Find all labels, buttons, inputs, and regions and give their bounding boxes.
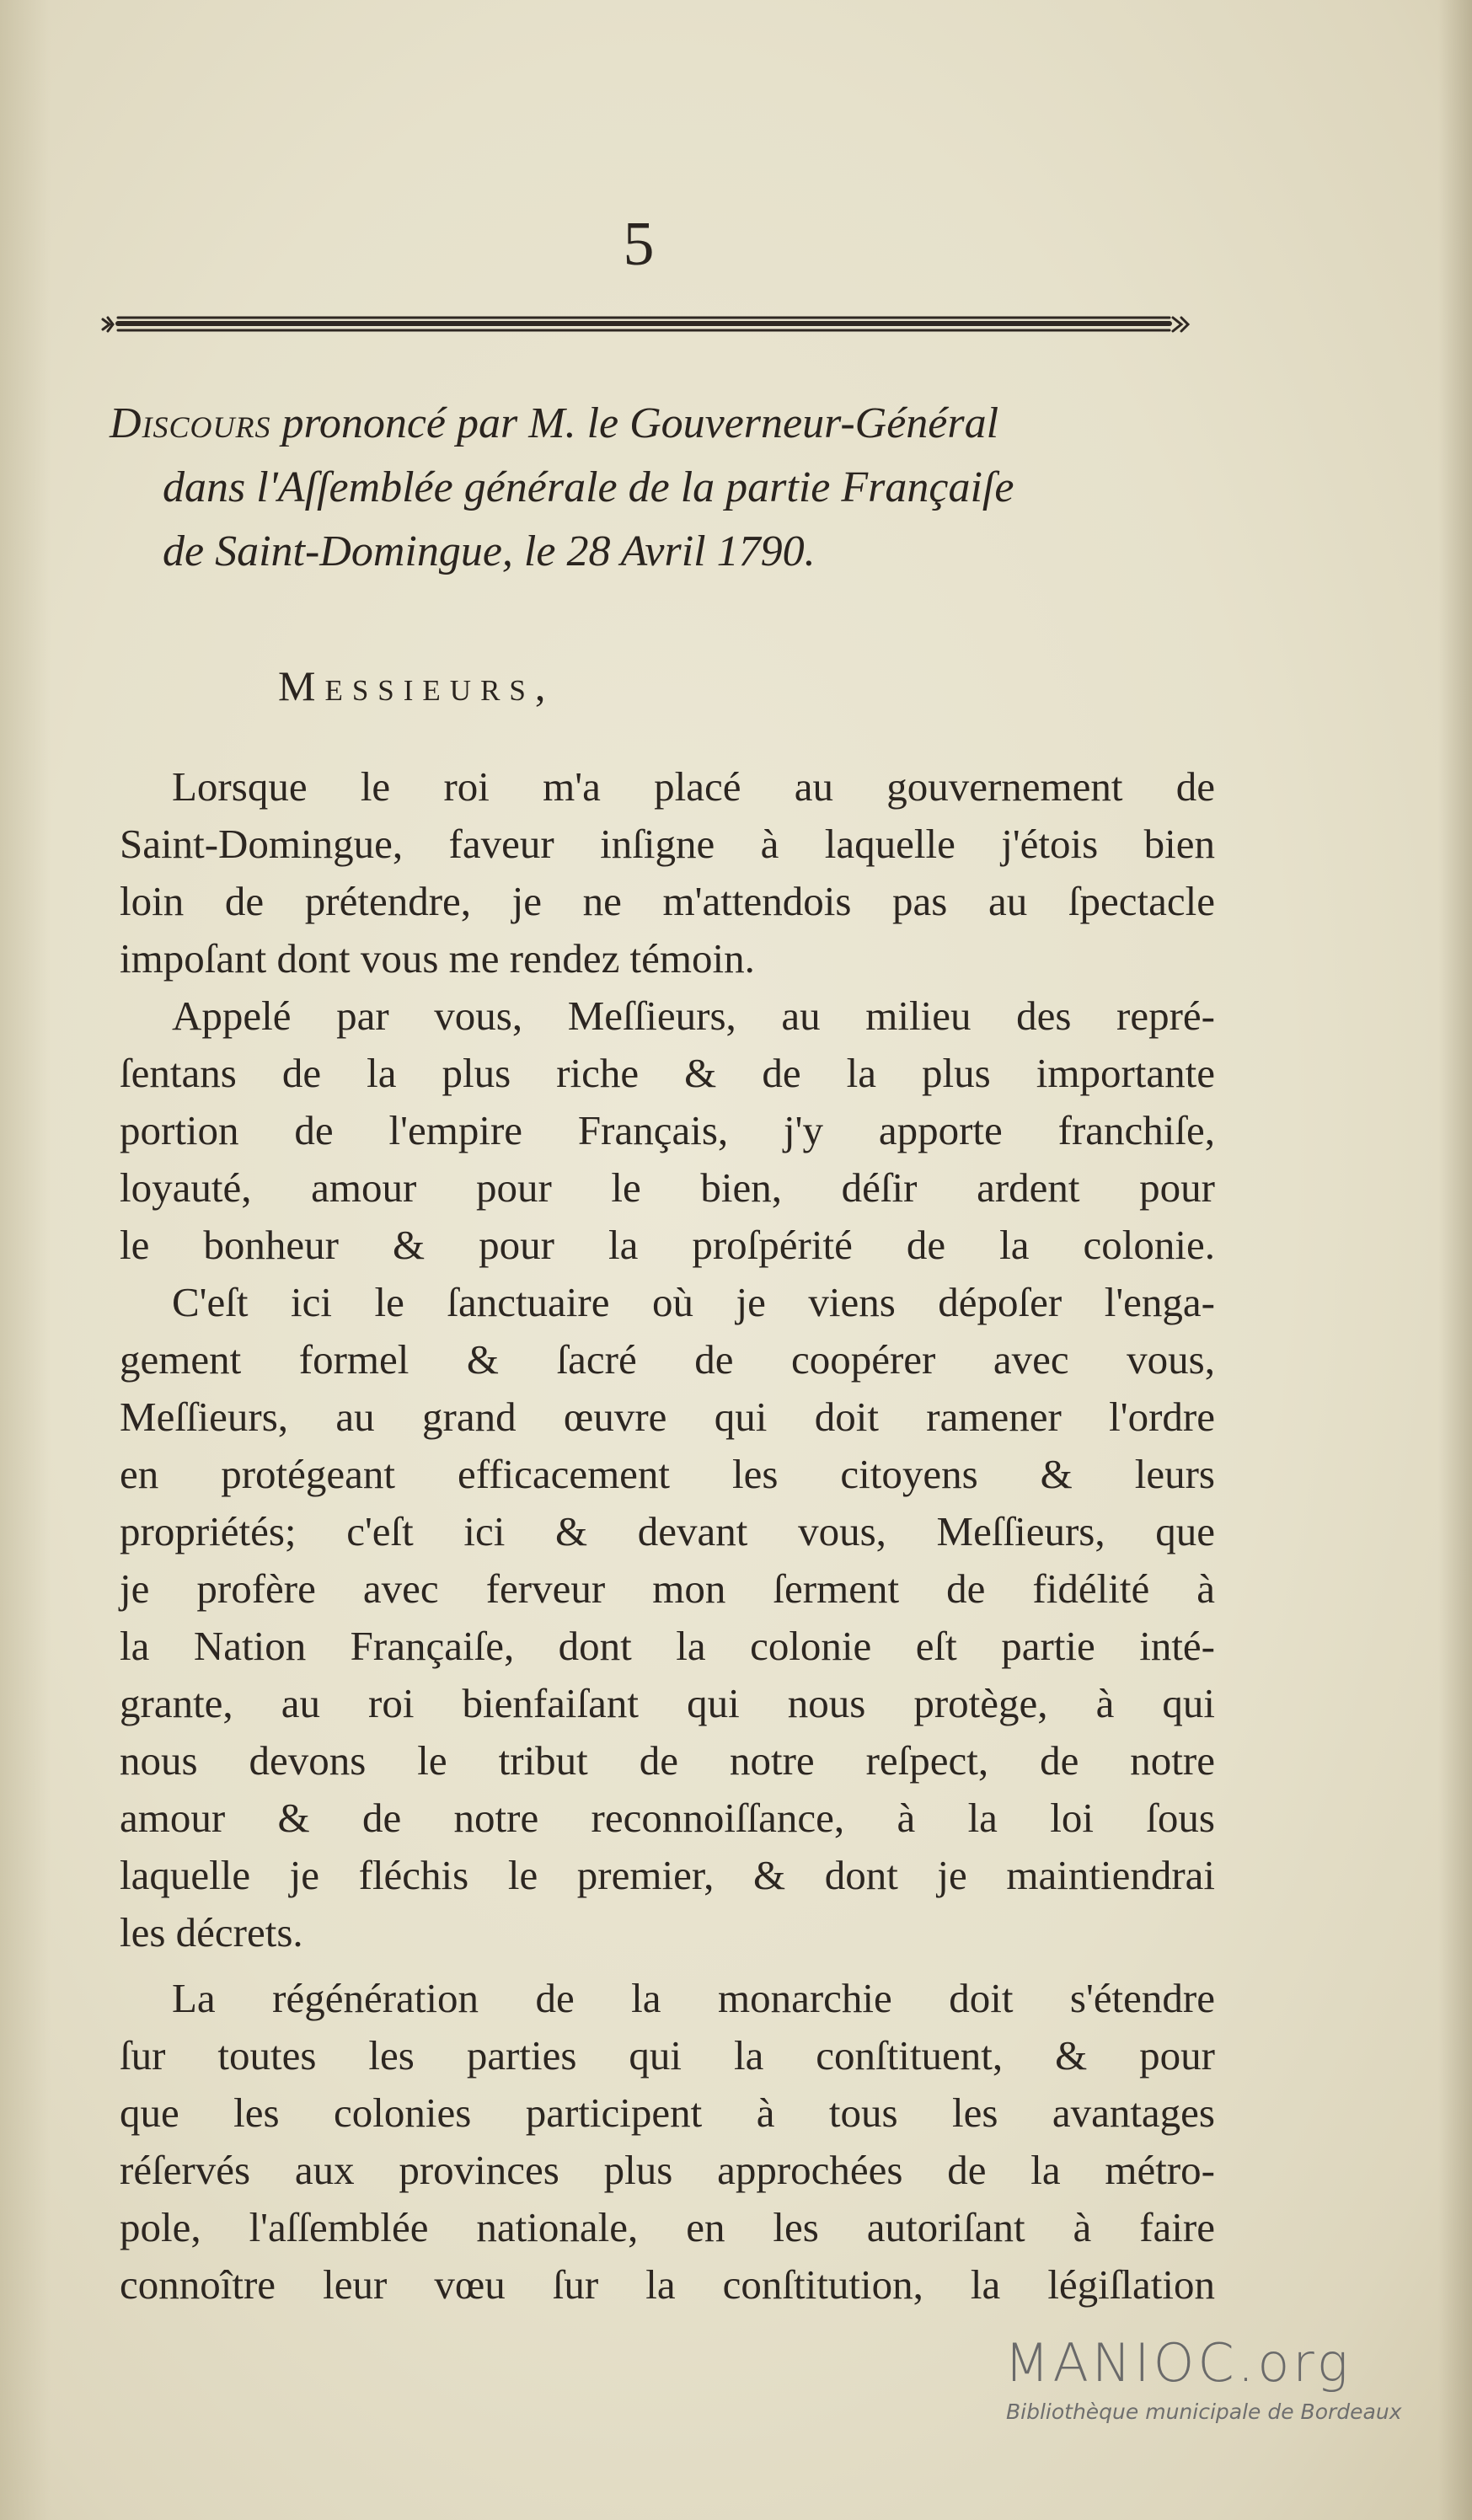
text-line: nous devons le tribut de notre reſpect, de notre [120, 1737, 1215, 1784]
text-line: gement formel & ſacré de coopérer avec vous, [120, 1336, 1215, 1383]
paragraph-gap [120, 1961, 1215, 1970]
text-line: ſur toutes les parties qui la conſtituent, & pour [120, 2032, 1215, 2079]
text-line: propriétés; c'eſt ici & devant vous, Meſſieurs, que [120, 1508, 1215, 1554]
text-line: La régénération de la monarchie doit s'étendre [172, 1975, 1215, 2021]
page-edge-shadow-left [0, 0, 51, 2520]
page-edge-shadow-right [1438, 0, 1472, 2520]
watermark-subtitle: Bibliothèque municipale de Bordeaux [1006, 2400, 1402, 2424]
text-line: grante, au roi bienfaiſant qui nous protège, à qui [120, 1680, 1215, 1726]
speech-heading [110, 392, 1230, 584]
text-line: C'eſt ici le ſanctuaire où je viens dépoſer l'enga- [172, 1279, 1215, 1325]
page-number: 5 [623, 210, 655, 279]
text-line: connoître leur vœu ſur la conſtitution, la légiſlation [120, 2261, 1215, 2308]
text-line: le bonheur & pour la proſpérité de la colonie. [120, 1222, 1215, 1268]
manioc-watermark [1004, 2334, 1443, 2424]
text-line: en protégeant efficacement les citoyens & leurs [120, 1451, 1215, 1497]
manioc-logo: MANIOC.org [1004, 2332, 1352, 2394]
text-line: pole, l'aſſemblée nationale, en les autoriſant à faire [120, 2204, 1215, 2250]
decorative-rule [99, 308, 1195, 341]
text-line: la Nation Françaiſe, dont la colonie eſt partie inté- [120, 1623, 1215, 1669]
text-line: Appelé par vous, Meſſieurs, au milieu des repré- [172, 992, 1215, 1039]
text-line: loyauté, amour pour le bien, déſir ardent pour [120, 1164, 1215, 1211]
text-line: ſentans de la plus riche & de la plus importante [120, 1050, 1215, 1096]
text-line: Saint-Domingue, faveur inſigne à laquelle j'étois bien [120, 821, 1215, 867]
heading-line-2: dans l'Aſſemblée générale de la partie Françaiſe [163, 463, 1014, 511]
speech-body [120, 758, 1215, 2314]
text-line: Meſſieurs, au grand œuvre qui doit ramener l'ordre [120, 1394, 1215, 1440]
text-line: laquelle je fléchis le premier, & dont je maintiendrai [120, 1852, 1215, 1898]
text-line: amour & de notre reconnoiſſance, à la loi ſous [120, 1795, 1215, 1841]
heading-line-3: de Saint-Domingue, le 28 Avril 1790. [163, 527, 816, 575]
text-line: que les colonies participent à tous les avantages [120, 2089, 1215, 2136]
text-line: je profère avec ferveur mon ſerment de fidélité à [120, 1565, 1215, 1612]
heading-line-1: Discours prononcé par M. le Gouverneur-Général [110, 399, 999, 447]
text-line: impoſant dont vous me rendez témoin. [120, 935, 755, 982]
salutation: Messieurs, [278, 662, 555, 709]
text-line: les décrets. [120, 1909, 303, 1956]
text-line: réſervés aux provinces plus approchées de la métro- [120, 2147, 1215, 2193]
text-line: Lorsque le roi m'a placé au gouvernement de [172, 763, 1215, 810]
text-line: loin de prétendre, je ne m'attendois pas au ſpectacle [120, 878, 1215, 924]
text-line: portion de l'empire Français, j'y apporte franchiſe, [120, 1107, 1215, 1153]
